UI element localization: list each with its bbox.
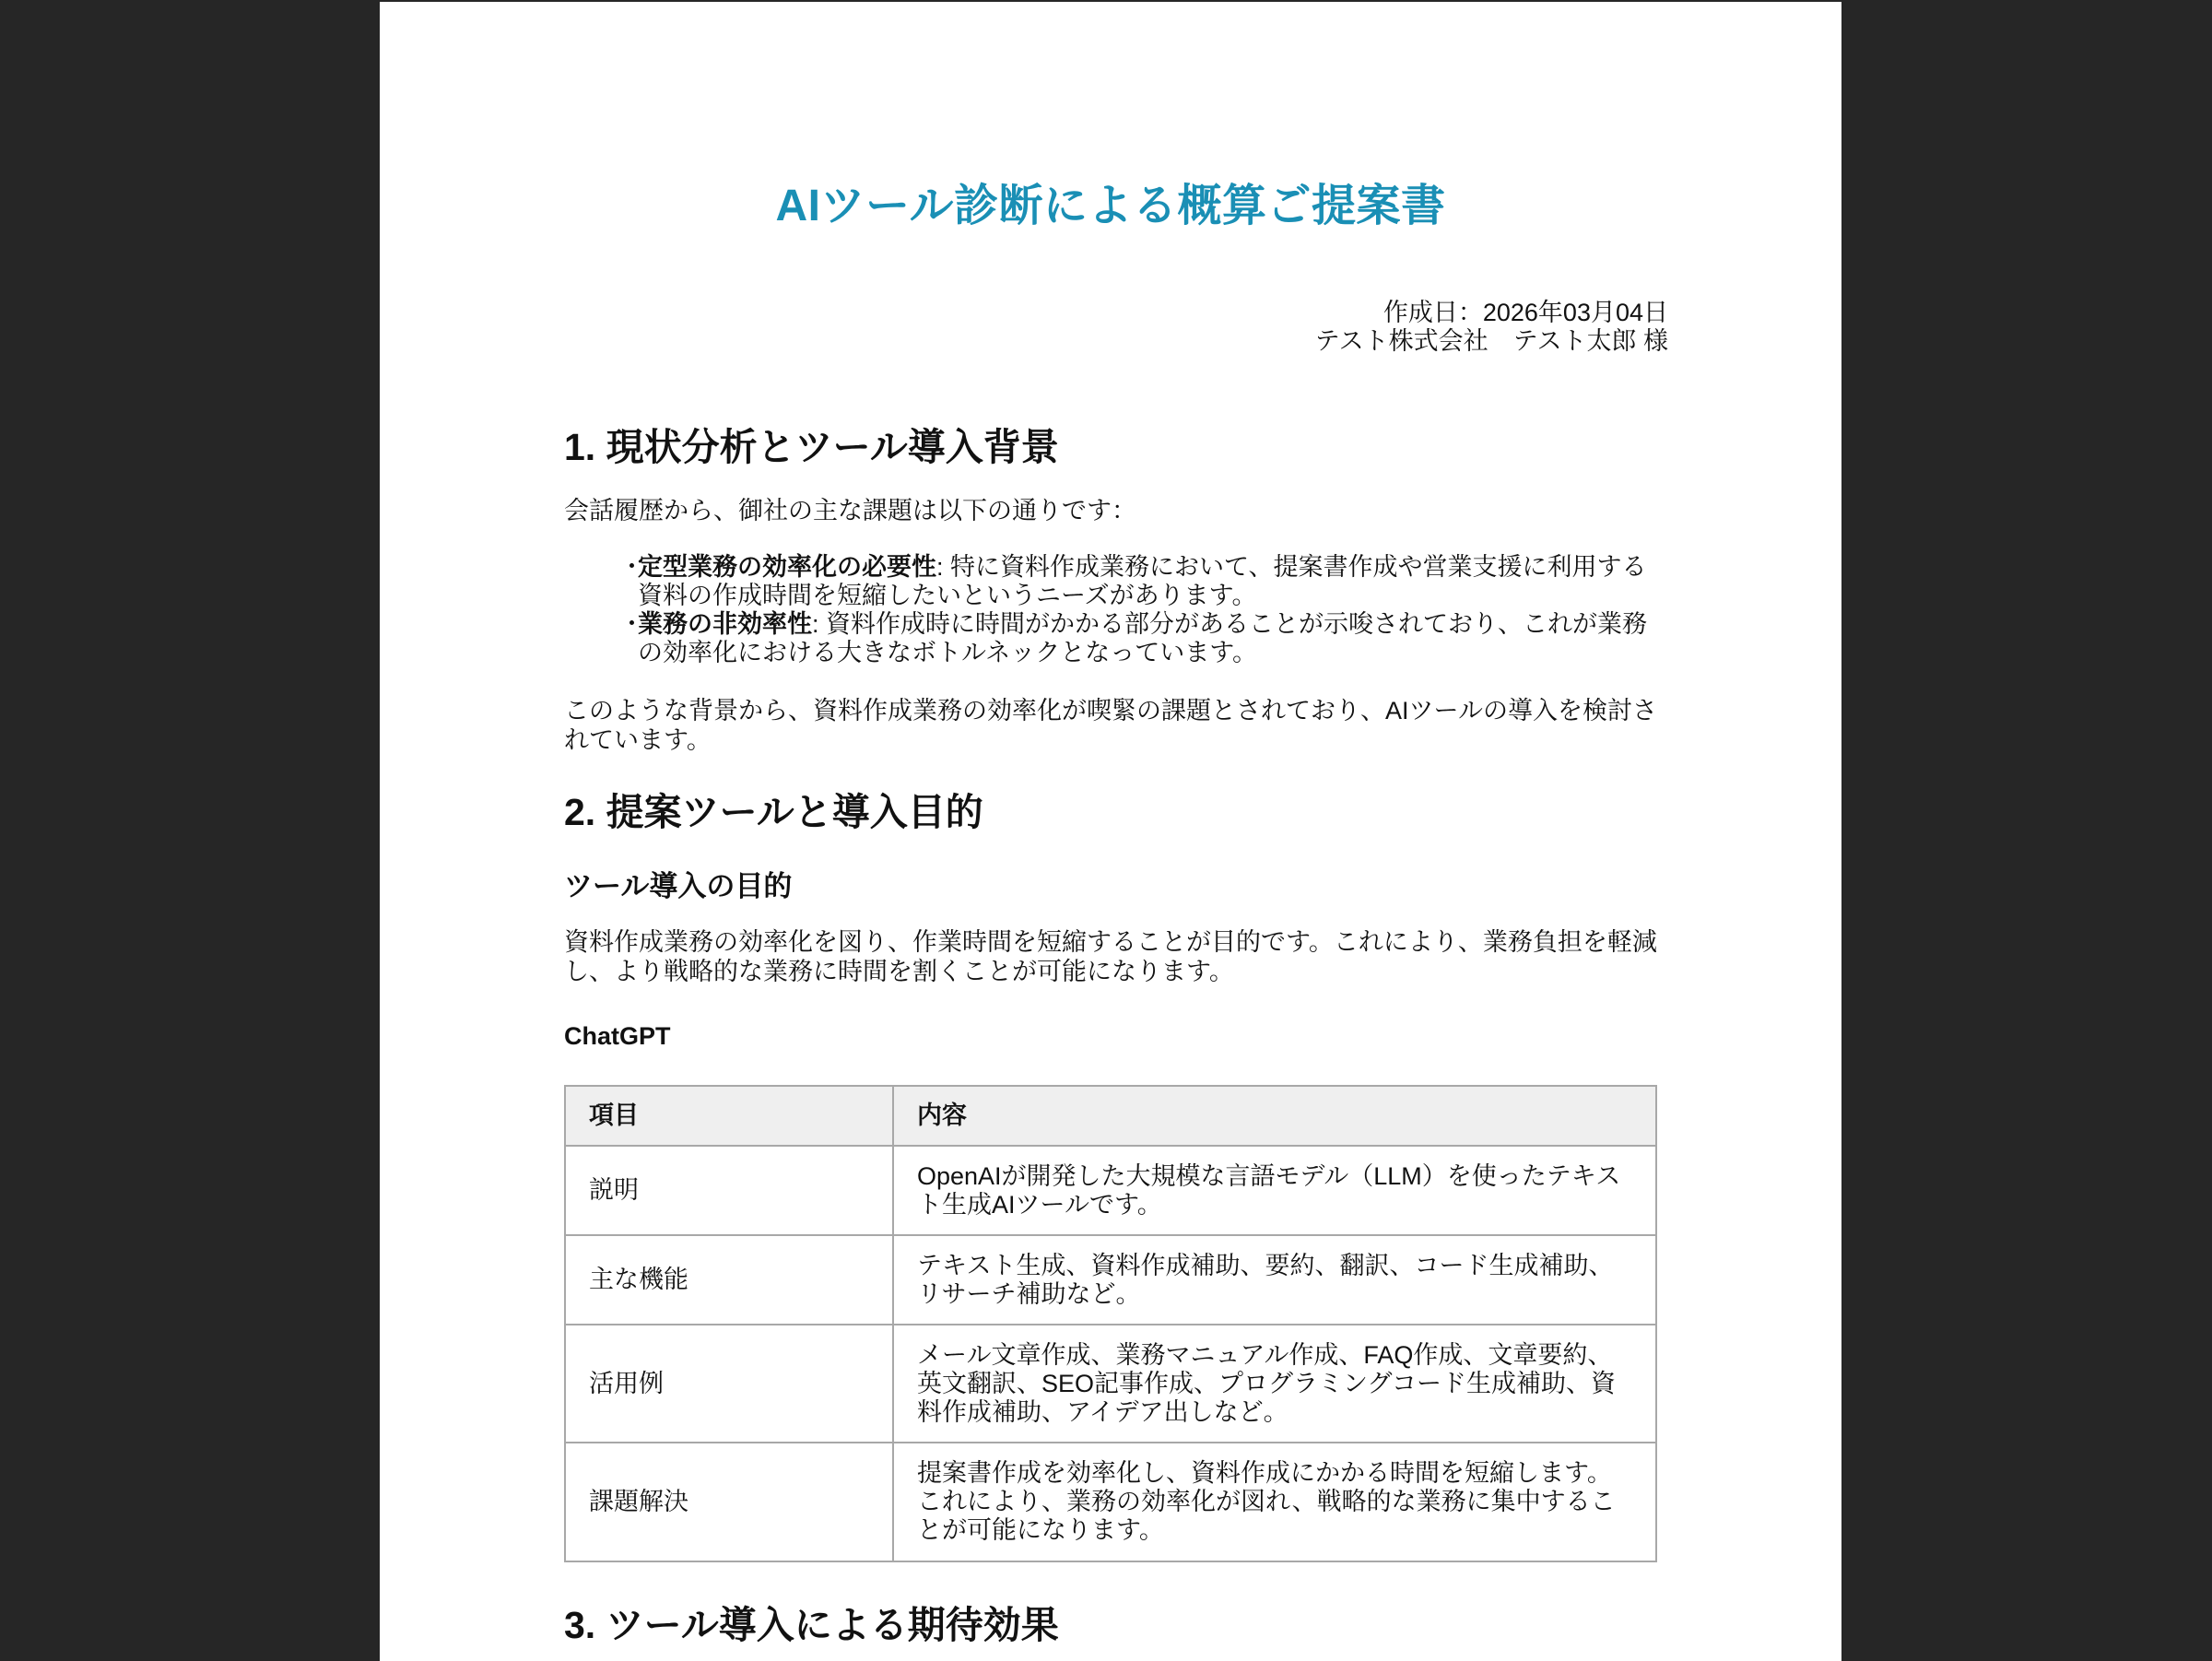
issue-item [619, 553, 1661, 610]
section-1-intro: 会話履歴から、御社の主な課題は以下の通りです： [564, 497, 1136, 524]
header-content: 内容 [893, 1086, 1656, 1146]
table-header-row [565, 1086, 1656, 1146]
row-key: 主な機能 [565, 1235, 893, 1325]
row-value: OpenAIが開発した大規模な言語モデル（LLM）を使ったテキスト生成AIツールです。 [893, 1146, 1656, 1235]
section-2-heading: 2. 提案ツールと導入目的 [564, 791, 983, 833]
purpose-subheading: ツール導入の目的 [564, 870, 793, 902]
document-page [380, 2, 1841, 1661]
tool-name: ChatGPT [564, 1022, 671, 1050]
document-meta [1315, 299, 1668, 356]
row-value: テキスト生成、資料作成補助、要約、翻訳、コード生成補助、リサーチ補助など。 [893, 1235, 1656, 1325]
section-1-heading: 1. 現状分析とツール導入背景 [564, 426, 1059, 468]
issue-label: 業務の非効率性 [638, 610, 812, 638]
table-row [565, 1146, 1656, 1235]
issue-text: : 資料作成時に時間がかかる部分があることが示唆されており、これが業務の効率化における大きなボトルネックとなっています。 [638, 610, 1648, 666]
row-key: 課題解決 [565, 1443, 893, 1561]
table-row [565, 1443, 1656, 1561]
issue-label: 定型業務の効率化の必要性 [638, 553, 936, 581]
bullet-icon: ・ [619, 553, 644, 581]
purpose-text: 資料作成業務の効率化を図り、作業時間を短縮することが目的です。これにより、業務負担を軽減し、より戦略的な業務に時間を割くことが可能になります。 [564, 928, 1657, 985]
row-value: 提案書作成を効率化し、資料作成にかかる時間を短縮します。これにより、業務の効率化が図れ、戦略的な業務に集中することが可能になります。 [893, 1443, 1656, 1561]
section-3-heading: 3. ツール導入による期待効果 [564, 1604, 1059, 1646]
row-key: 活用例 [565, 1325, 893, 1443]
header-item: 項目 [565, 1086, 893, 1146]
document-title: AIツール診断による概算ご提案書 [775, 182, 1446, 230]
bullet-icon: ・ [619, 610, 644, 638]
issue-text: : 特に資料作成業務において、提案書作成や営業支援に利用する資料の作成時間を短縮したいというニーズがあります。 [638, 553, 1647, 609]
table-row [565, 1235, 1656, 1325]
recipient: テスト株式会社 テスト太郎 様 [1314, 327, 1668, 355]
section-1-conclusion: このような背景から、資料作成業務の効率化が喫緊の課題とされており、AIツールの導入を検討されています。 [564, 697, 1657, 754]
table-row [565, 1325, 1656, 1443]
row-key: 説明 [565, 1146, 893, 1235]
tool-info-table [564, 1085, 1657, 1562]
issues-list [619, 553, 1661, 667]
issue-item [619, 610, 1661, 667]
created-date: 作成日：2026年03月04日 [1382, 299, 1668, 326]
row-value: メール文章作成、業務マニュアル作成、FAQ作成、文章要約、英文翻訳、SEO記事作成、プログラミングコード生成補助、資料作成補助、アイデア出しなど。 [893, 1325, 1656, 1443]
